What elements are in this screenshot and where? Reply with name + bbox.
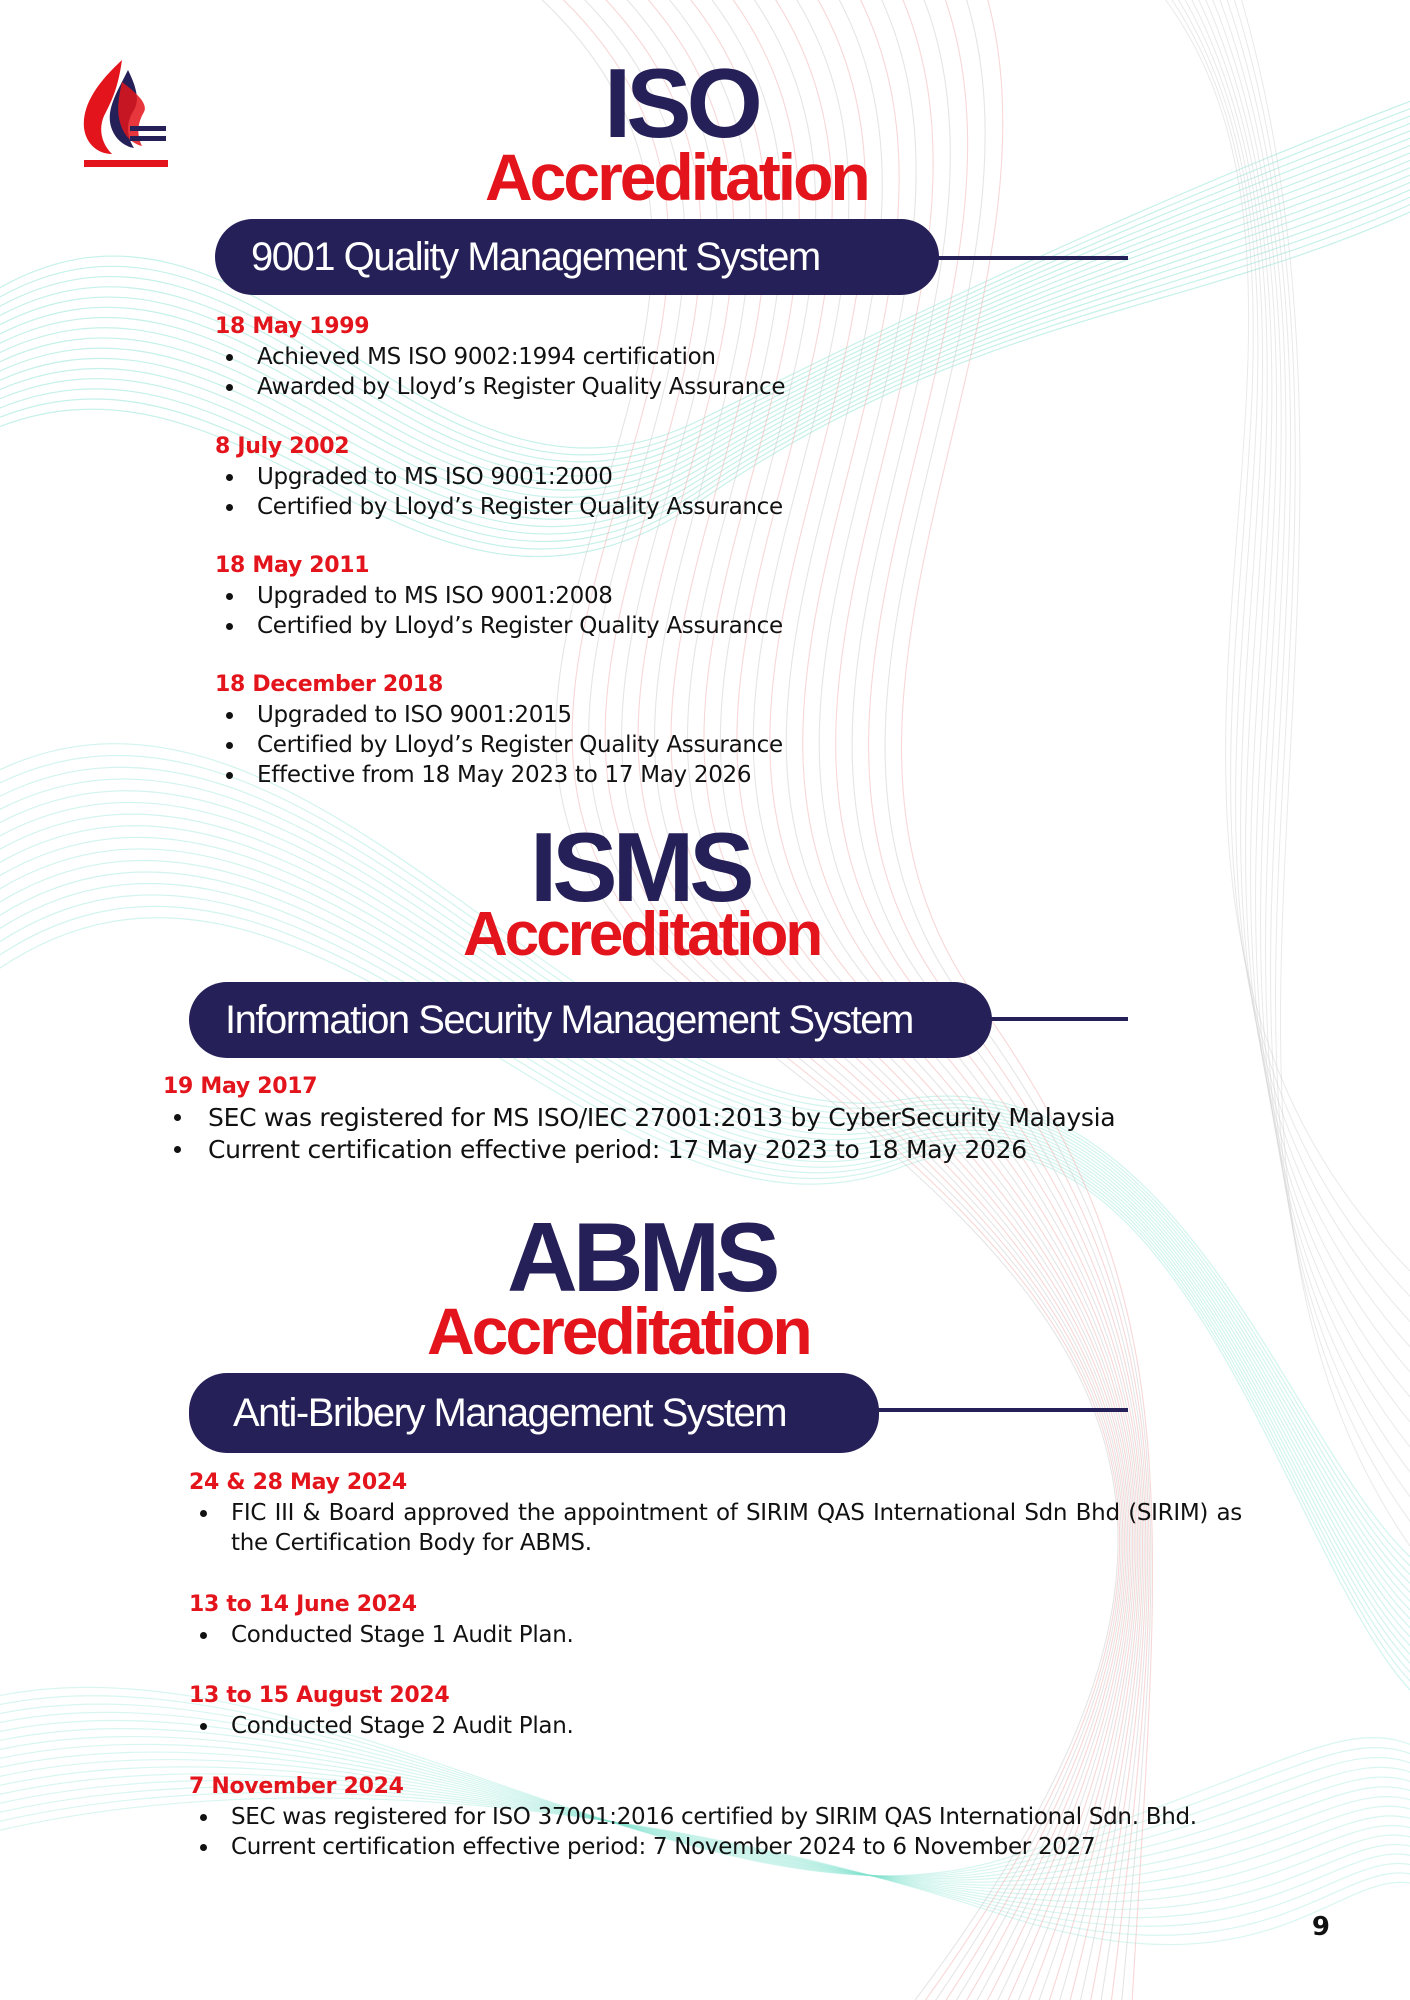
- isms-banner: [189, 982, 992, 1058]
- iso-entry-2: [215, 432, 1115, 522]
- isms-title: ISMS: [530, 812, 750, 922]
- list-item: Upgraded to ISO 9001:2015: [215, 700, 1115, 730]
- entry-list: [215, 342, 1115, 402]
- list-item: Achieved MS ISO 9002:1994 certification: [215, 342, 1115, 372]
- list-item: Certified by Lloyd’s Register Quality Assurance: [215, 611, 1115, 641]
- entry-date: 18 December 2018: [215, 672, 443, 697]
- iso-title: ISO: [604, 48, 758, 158]
- list-item: Certified by Lloyd’s Register Quality Assurance: [215, 730, 1115, 760]
- list-item: Upgraded to MS ISO 9001:2000: [215, 462, 1115, 492]
- abms-title: ABMS: [507, 1202, 776, 1312]
- list-item: Conducted Stage 2 Audit Plan.: [189, 1711, 1189, 1741]
- list-item: Certified by Lloyd’s Register Quality Assurance: [215, 492, 1115, 522]
- entry-date: 13 to 14 June 2024: [189, 1592, 417, 1617]
- list-item: SEC was registered for MS ISO/IEC 27001:2013 by CyberSecurity Malaysia: [163, 1102, 1163, 1134]
- isms-banner-line: [970, 1017, 1128, 1021]
- list-item: Current certification effective period: 7 November 2024 to 6 November 2027: [189, 1832, 1289, 1862]
- iso-entry-4: [215, 670, 1115, 790]
- entry-list: [189, 1711, 1189, 1741]
- list-item: FIC III & Board approved the appointment of SIRIM QAS International Sdn Bhd (SIRIM) as the Certification Body for ABMS.: [189, 1498, 1242, 1558]
- iso-banner-line: [920, 256, 1128, 260]
- iso-banner: [215, 219, 939, 295]
- iso-entry-3: [215, 551, 1115, 641]
- entry-list: [189, 1620, 1189, 1650]
- entry-list: [215, 462, 1115, 522]
- list-item: Effective from 18 May 2023 to 17 May 2026: [215, 760, 1115, 790]
- iso-banner-label: 9001 Quality Management System: [251, 235, 820, 279]
- list-item: Conducted Stage 1 Audit Plan.: [189, 1620, 1189, 1650]
- entry-date: 8 July 2002: [215, 434, 350, 459]
- page-number: 9: [1311, 1912, 1330, 1942]
- entry-date: 24 & 28 May 2024: [189, 1470, 407, 1495]
- abms-entry-4: [189, 1772, 1289, 1862]
- entry-date: 18 May 1999: [215, 314, 370, 339]
- iso-entry-1: [215, 312, 1115, 402]
- isms-subtitle: Accreditation: [463, 900, 821, 969]
- abms-entry-1: [189, 1468, 1242, 1558]
- iso-subtitle: Accreditation: [485, 140, 868, 214]
- abms-banner: [189, 1373, 879, 1453]
- abms-subtitle: Accreditation: [427, 1294, 810, 1368]
- entry-list: [163, 1102, 1163, 1166]
- isms-entry-1: [163, 1072, 1163, 1166]
- list-item: SEC was registered for ISO 37001:2016 certified by SIRIM QAS International Sdn. Bhd.: [189, 1802, 1289, 1832]
- abms-entry-3: [189, 1681, 1189, 1741]
- list-item: Upgraded to MS ISO 9001:2008: [215, 581, 1115, 611]
- flame-wave-logo-icon: [78, 56, 170, 172]
- entry-list: [215, 581, 1115, 641]
- list-item: Current certification effective period: 17 May 2023 to 18 May 2026: [163, 1134, 1163, 1166]
- entry-list: [189, 1802, 1289, 1862]
- abms-banner-line: [860, 1408, 1128, 1412]
- abms-entry-2: [189, 1590, 1189, 1650]
- entry-date: 18 May 2011: [215, 553, 370, 578]
- entry-list: [215, 700, 1115, 790]
- entry-list: [189, 1498, 1242, 1558]
- list-item: Awarded by Lloyd’s Register Quality Assurance: [215, 372, 1115, 402]
- isms-banner-label: Information Security Management System: [225, 998, 913, 1042]
- entry-date: 19 May 2017: [163, 1074, 318, 1099]
- entry-date: 13 to 15 August 2024: [189, 1683, 450, 1708]
- entry-date: 7 November 2024: [189, 1774, 404, 1799]
- abms-banner-label: Anti-Bribery Management System: [233, 1391, 787, 1435]
